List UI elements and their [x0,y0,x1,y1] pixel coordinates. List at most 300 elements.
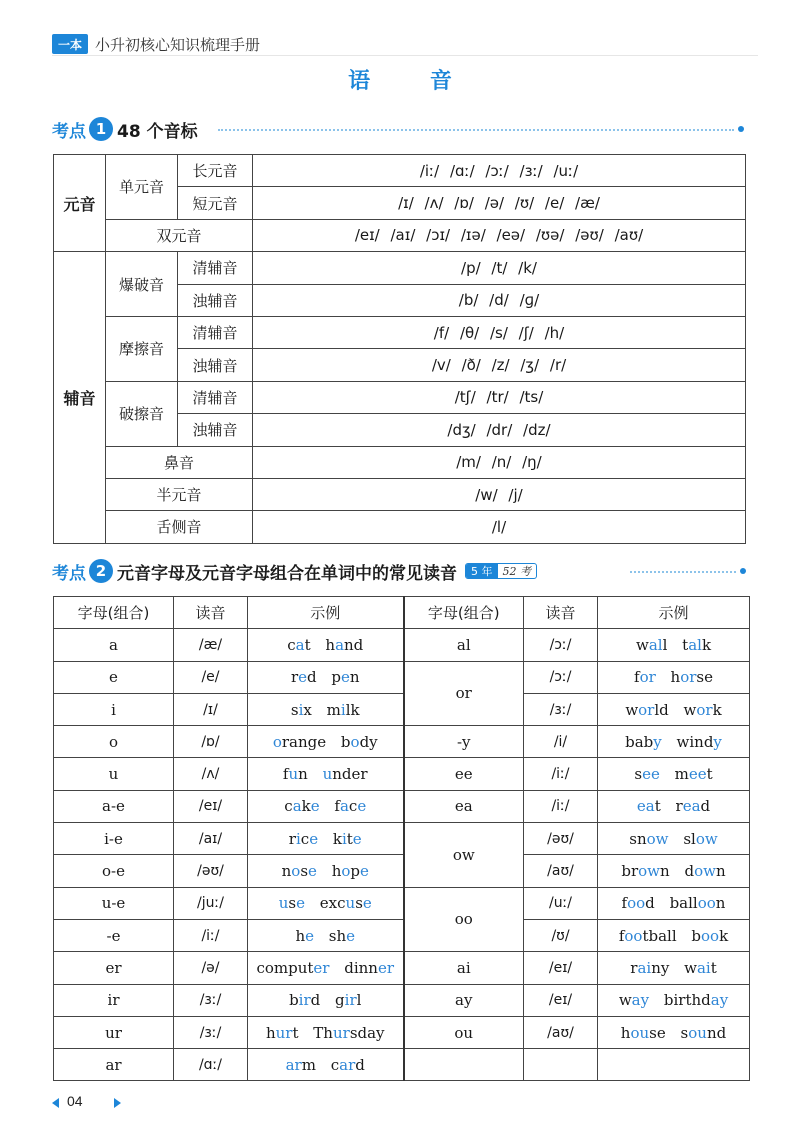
example-words-cell [598,693,750,725]
example-words-cell [248,1049,404,1081]
letter-cell: o [54,726,174,758]
highlighted-letters: i [340,700,346,719]
letter-cell: er [54,952,174,984]
ipa-cell: /eɪ/ /aɪ/ /ɔɪ/ /ɪə/ /eə/ /ʊə/ /əʊ/ /aʊ/ [253,219,746,251]
word-part: x [303,700,312,719]
word-part: h [325,635,336,654]
letter-cell: u [54,758,174,790]
word-part: n [298,765,308,784]
badge-count: 52 考 [502,565,531,578]
example-word [291,668,317,686]
word-part: Th [313,1023,333,1042]
table-row [54,511,746,543]
example-words-cell [598,823,750,855]
word-part: w [618,991,632,1010]
example-word [335,991,361,1009]
example-word [619,991,649,1009]
example-word [629,830,668,848]
example-word [625,701,668,719]
highlighted-letters: e [341,668,350,687]
word-part: sday [349,1023,385,1042]
book-title: 小升初核心知识梳理手册 [95,36,261,54]
ipa-cell: /eɪ/ [524,984,598,1016]
word-part: t [654,797,661,816]
word-part: t [292,1023,299,1042]
table-row [54,952,750,984]
example-word [313,1024,384,1042]
letter-cell: i [54,693,174,725]
example-word [282,862,317,880]
highlighted-letters: e [308,862,317,881]
section-divider-dots [218,129,734,131]
highlighted-letters: y [713,732,722,751]
table-row [54,823,750,855]
highlighted-letters: e [346,926,356,945]
example-word [621,862,669,880]
highlighted-letters: ai [696,958,711,977]
ipa-cell: /aɪ/ [174,823,248,855]
letter-cell: a-e [54,790,174,822]
word-part: tball [642,926,677,945]
example-words-cell [248,984,404,1016]
ipa-cell: /juː/ [174,887,248,919]
example-word [684,862,725,880]
ipa-cell: /ɔː/ [524,661,598,693]
word-part: w [635,635,649,654]
section-label: 考点 [52,121,86,142]
highlighted-letters: a [292,797,302,816]
ipa-cell: /p/ /t/ /k/ [253,252,746,284]
column-header: 字母(组合) [404,597,524,629]
word-part: nd [344,635,364,654]
section-heading-2 [52,558,537,584]
word-part: r [630,958,638,977]
word-part: k [332,829,342,848]
example-word [295,927,314,945]
highlighted-letters: e [296,894,305,913]
ipa-cell: /e/ [174,661,248,693]
word-part: sh [328,926,347,945]
section-number-badge: 2 [89,559,113,583]
ipa-cell: /əʊ/ [524,823,598,855]
example-word [344,959,394,977]
highlighted-letters: er [313,958,330,977]
ipa-cell: /ɑː/ [174,1049,248,1081]
ipa-cell: /iː/ [524,790,598,822]
highlighted-letters: er [377,958,395,977]
highlighted-letters: or [680,668,697,687]
letter-cell: ee [404,758,524,790]
letter-cell: al [404,629,524,661]
page-title: 语 音 [348,69,478,94]
example-words-cell [248,1016,404,1048]
column-header: 读音 [174,597,248,629]
word-part: k [701,635,712,654]
example-word [289,991,320,1009]
word-part: t [682,635,689,654]
section-divider-dots [630,571,736,573]
table-row [54,1049,750,1081]
ipa-cell: /ɜː/ [174,984,248,1016]
word-part: h [670,668,681,687]
ipa-cell: /iː/ /ɑː/ /ɔː/ /ɜː/ /uː/ [253,155,746,187]
word-part: w [625,700,639,719]
example-word [331,1056,365,1074]
table-row [54,629,750,661]
section-label: 考点 [52,563,86,584]
example-words-cell [248,790,404,822]
column-header: 字母(组合) [54,597,174,629]
example-words-cell [598,726,750,758]
type-cell: 清辅音 [178,381,253,413]
table-row [54,855,750,887]
example-word [283,765,308,783]
word-part: t [346,829,353,848]
highlighted-letters: ow [638,862,661,881]
ipa-cell: /ɒ/ [174,726,248,758]
exam-frequency-badge [465,563,537,579]
subcategory-cell: 爆破音 [106,252,178,317]
word-part: d [700,797,711,816]
word-part: nd [706,1023,727,1042]
highlighted-letters: e [298,668,307,687]
word-part: d [645,894,655,913]
example-word [327,701,360,719]
highlighted-letters: e [305,926,315,945]
highlighted-letters: ou [688,1023,707,1042]
empty-cell [404,1049,524,1081]
table-row [54,219,746,251]
word-part: d [310,991,321,1010]
type-cell: 短元音 [178,187,253,219]
word-part: n [281,862,292,881]
word-part: f [334,797,340,816]
badge-years: 5 年 [466,564,498,578]
highlighted-letters: ar [339,1055,356,1074]
highlighted-letters: a [335,635,345,654]
example-word [284,797,319,815]
example-words-cell [598,790,750,822]
word-part: n [715,894,726,913]
highlighted-letters: ai [637,958,652,977]
word-part: h [620,1023,631,1042]
word-part: sl [683,829,696,848]
example-word [682,636,711,654]
example-word [334,797,366,815]
table-header-row [54,597,750,629]
example-word [291,701,312,719]
example-word [323,765,368,783]
ipa-cell: /ɪ/ [174,693,248,725]
highlighted-letters: ay [631,991,650,1010]
ipa-cell: /i/ [524,726,598,758]
ipa-cell: /eɪ/ [174,790,248,822]
letter-cell: -e [54,919,174,951]
table-row [54,155,746,187]
type-cell: 清辅音 [178,316,253,348]
letter-cell: ow [404,823,524,888]
word-part: n [660,862,670,881]
example-word [683,830,717,848]
example-word [325,636,363,654]
example-words-cell [598,629,750,661]
ipa-cell: /w/ /j/ [253,478,746,510]
highlighted-letters: i [298,700,304,719]
word-part: wind [676,732,714,751]
subcategory-cell: 舌侧音 [106,511,253,543]
highlighted-letters: ur [275,1023,293,1042]
highlighted-letters: ir [344,991,357,1010]
type-cell: 浊辅音 [178,349,253,381]
prev-page-arrow-icon[interactable] [52,1098,59,1108]
letter-cell: u-e [54,887,174,919]
word-part: ld [654,700,669,719]
word-part: r [675,797,683,816]
highlighted-letters: u [322,765,333,784]
letter-sound-table [53,596,750,1081]
highlighted-letters: ur [332,1023,350,1042]
example-word [320,894,372,912]
highlighted-letters: u [288,765,299,784]
word-part: n [349,668,360,687]
highlighted-letters: o [341,862,351,881]
word-part: range [281,732,327,751]
highlighted-letters: e [362,894,372,913]
example-words-cell [248,823,404,855]
word-part: b [289,991,299,1010]
word-part: dy [359,732,378,751]
word-part: c [287,635,296,654]
highlighted-letters: o [272,732,282,751]
highlighted-letters: oo [701,926,720,945]
example-words-cell [248,952,404,984]
word-part: h [295,926,306,945]
highlighted-letters: e [352,829,362,848]
highlighted-letters: oo [627,894,646,913]
table-row [54,381,746,413]
column-header: 读音 [524,597,598,629]
highlighted-letters: or [638,700,655,719]
word-part: nder [332,765,368,784]
table-row [54,661,750,693]
word-part: comput [256,958,314,977]
word-part: d [355,1055,365,1074]
next-page-arrow-icon[interactable] [114,1098,121,1108]
highlighted-letters: oo [624,926,643,945]
example-words-cell [598,758,750,790]
table-row [54,887,750,919]
ipa-cell: /l/ [253,511,746,543]
word-part: c [284,797,293,816]
table-row [54,478,746,510]
example-word [675,765,713,783]
word-part: s [290,700,299,719]
example-word [630,959,669,977]
example-word [676,797,711,815]
subcategory-cell: 半元音 [106,478,253,510]
letter-cell: i-e [54,823,174,855]
highlighted-letters: e [310,797,320,816]
letter-cell: ur [54,1016,174,1048]
word-part: f [618,926,625,945]
ipa-cell: /iː/ [174,919,248,951]
column-header: 示例 [248,597,404,629]
example-word [341,733,378,751]
word-part: m [674,765,689,784]
word-part: m [326,700,341,719]
word-part: c [300,829,310,848]
word-part: k [301,797,311,816]
letter-cell: ir [54,984,174,1016]
highlighted-letters: ee [688,765,707,784]
word-part: sn [629,829,647,848]
word-part: s [288,894,297,913]
subcategory-cell: 破擦音 [106,381,178,446]
example-words-cell [598,919,750,951]
highlighted-letters: o [350,732,360,751]
type-cell: 长元音 [178,155,253,187]
table-row [54,693,750,725]
highlighted-letters: ir [298,991,311,1010]
highlighted-letters: or [696,700,713,719]
highlighted-letters: ay [710,991,729,1010]
letter-cell: ou [404,1016,524,1048]
word-part: l [662,635,668,654]
word-part: w [683,700,697,719]
highlighted-letters: ar [285,1055,302,1074]
empty-cell [598,1049,750,1081]
subcategory-cell: 双元音 [106,219,253,251]
example-word [266,1024,299,1042]
highlighted-letters: a [295,635,305,654]
highlighted-letters: u [345,894,356,913]
word-part: f [282,765,289,784]
subcategory-cell: 鼻音 [106,446,253,478]
example-word [634,765,659,783]
word-part: ny [651,958,670,977]
ipa-cell: /v/ /ð/ /z/ /ʒ/ /r/ [253,349,746,381]
ipa-cell: /aʊ/ [524,855,598,887]
word-part: k [719,926,729,945]
ipa-cell: /ʊ/ [524,919,598,951]
ipa-cell: /æ/ [174,629,248,661]
ipa-cell: /dʒ/ /dr/ /dz/ [253,414,746,446]
ipa-cell: /eɪ/ [524,952,598,984]
word-part: n [715,862,726,881]
letter-cell: ai [404,952,524,984]
letter-cell: ea [404,790,524,822]
example-words-cell [598,1016,750,1048]
word-part: lk [345,700,360,719]
type-cell: 浊辅音 [178,414,253,446]
example-words-cell [598,855,750,887]
highlighted-letters: ow [695,829,718,848]
highlighted-letters: e [357,797,367,816]
word-part: s [680,1023,689,1042]
word-part: s [634,765,643,784]
example-word [287,636,310,654]
table-row [54,919,750,951]
example-word [681,1024,727,1042]
word-part: k [712,700,722,719]
word-part: c [348,797,358,816]
word-part: s [300,862,309,881]
letter-cell: or [404,661,524,726]
example-word [671,668,713,686]
word-part: dinn [344,958,378,977]
ipa-cell: /aʊ/ [524,1016,598,1048]
highlighted-letters: u [278,894,289,913]
word-part: b [691,926,702,945]
example-words-cell [598,984,750,1016]
word-part: h [331,862,342,881]
example-words-cell [248,855,404,887]
example-word [622,894,655,912]
letter-cell: ay [404,984,524,1016]
subcategory-cell: 摩擦音 [106,316,178,381]
section-title: 元音字母及元音字母组合在单词中的常见读音 [117,563,457,584]
example-word [670,894,726,912]
ipa-cell: /əʊ/ [174,855,248,887]
example-words-cell [248,661,404,693]
example-word [273,733,326,751]
category-cell: 辅音 [54,252,106,544]
highlighted-letters: ee [642,765,660,784]
letter-cell: a [54,629,174,661]
example-word [691,927,728,945]
example-word [279,894,305,912]
word-part: t [710,958,717,977]
example-words-cell [248,629,404,661]
word-part: g [335,991,345,1010]
word-part: w [684,958,697,977]
word-part: m [301,1055,316,1074]
ipa-cell: /tʃ/ /tr/ /ts/ [253,381,746,413]
ipa-cell: /uː/ [524,887,598,919]
example-word [333,830,362,848]
word-part: r [288,829,296,848]
highlighted-letters: ou [630,1023,650,1042]
example-word [621,1024,666,1042]
highlighted-letters: or [639,668,656,687]
ipa-cell: /m/ /n/ /ŋ/ [253,446,746,478]
ipa-cell: /ɪ/ /ʌ/ /ɒ/ /ə/ /ʊ/ /e/ /æ/ [253,187,746,219]
letter-cell: ar [54,1049,174,1081]
section-end-dot [738,126,744,132]
word-part: b [340,732,351,751]
highlighted-letters: ow [646,829,669,848]
word-part: exc [319,894,346,913]
example-word [286,1056,316,1074]
word-part: t [304,635,311,654]
ipa-cell: /b/ /d/ /ɡ/ [253,284,746,316]
letter-cell: oo [404,887,524,952]
highlighted-letters: y [653,732,662,751]
example-word [329,927,355,945]
type-cell: 浊辅音 [178,284,253,316]
table-row [54,984,750,1016]
example-word [634,668,656,686]
word-part: birthd [663,991,711,1010]
ipa-cell: /ʌ/ [174,758,248,790]
letter-cell: -y [404,726,524,758]
table-row [54,758,750,790]
example-word [664,991,728,1009]
highlighted-letters: ea [636,797,655,816]
word-part: p [331,668,341,687]
example-words-cell [598,952,750,984]
highlighted-letters: i [341,829,347,848]
